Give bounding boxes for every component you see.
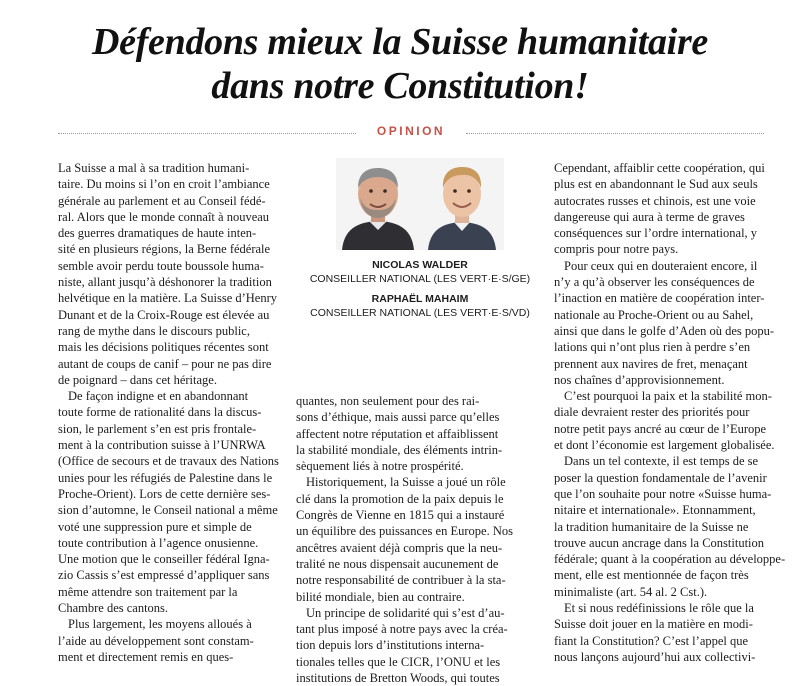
paragraph — [58, 388, 292, 616]
text-line: plus est en abandonnant le Sud aux seuls — [554, 177, 758, 192]
text-line: la tradition humanitaire de la Suisse ne — [554, 519, 749, 534]
text-line: ment et directement remis en ques- — [58, 649, 234, 664]
text-line: Historiquement, la Suisse a joué un rôle — [306, 475, 506, 490]
text-line: lations qui n’ont plus rien à perdre s’en — [554, 340, 751, 355]
text-line: Une motion que le conseiller fédéral Igna- — [58, 552, 270, 567]
text-line: que l’on souhaite pour notre «Suisse huma- — [554, 486, 772, 501]
text-line: Proche-Orient). Lors de cette dernière ses- — [58, 486, 271, 501]
paragraph — [296, 474, 541, 604]
text-line: Dans un tel contexte, il est temps de se — [564, 454, 759, 469]
text-line: ainsi que dans le golfe d’Aden où des popu- — [554, 323, 775, 338]
text-line: sion, le parlement s’en est pris frontale- — [58, 421, 257, 436]
text-line: mais les décisions politiques récentes sont — [58, 340, 269, 355]
text-line: sité en plusieurs régions, la Berne fédérale — [58, 242, 271, 257]
section-rule-right — [466, 133, 764, 134]
text-line: zio Cassis s’est empressé d’appliquer sans — [58, 568, 270, 583]
text-line: prennent aux navires de fret, menaçant — [554, 356, 748, 371]
text-line: Suisse doit jouer en la matière en modi- — [554, 617, 753, 632]
author-photo-mahaim — [420, 158, 504, 250]
text-line: Et si nous redéfinissions le rôle que la — [564, 601, 754, 616]
text-line: sons d’éthique, mais aussi parce qu’elles — [296, 410, 500, 425]
text-line: et dont l’économie est largement globalisée. — [554, 438, 775, 453]
text-line: de poignard – dans cet héritage. — [58, 372, 217, 387]
text-line: fédérale; quant à la coopération au développe- — [554, 552, 786, 567]
text-line: tionales telles que le CICR, l’ONU et les — [296, 654, 501, 669]
text-line: nitaire et internationale». Etonnamment, — [554, 503, 756, 518]
text-line: nationale au Proche-Orient ou au Sahel, — [554, 307, 754, 322]
paragraph — [296, 393, 541, 474]
text-line: De façon indigne et en abandonnant — [68, 389, 249, 404]
text-line: C’est pourquoi la paix et la stabilité mon- — [564, 389, 772, 404]
text-line: Chambre des cantons. — [58, 601, 169, 616]
text-line: Dunant et de la Croix-Rouge est élevée au — [58, 307, 270, 322]
section-rule-left — [58, 133, 356, 134]
author-photo-walder — [336, 158, 420, 250]
text-line: tion depuis lors d’institutions interna- — [296, 638, 485, 653]
author-role-2: CONSEILLER NATIONAL (LES VERT·E·S/VD) — [310, 307, 530, 319]
text-line: la stabilité mondiale, des éléments intrin- — [296, 442, 503, 457]
text-line: taire. Du moins si l’on en croit l’ambiance — [58, 177, 270, 192]
text-line: notre responsabilité de contribuer à la sta- — [296, 573, 506, 588]
text-line: helvétique en la matière. La Suisse d’Henry — [58, 291, 278, 306]
author-caption-1 — [300, 258, 540, 286]
text-line: conséquences sur l’ordre international, y — [554, 226, 758, 241]
paragraph — [554, 160, 776, 258]
author-caption-2 — [300, 292, 540, 320]
text-line: l’aide au développement sont constam- — [58, 633, 254, 648]
text-line: même attendre son traitement par la — [58, 584, 238, 599]
text-line: bilité mondiale, bien au contraire. — [296, 589, 465, 604]
paragraph — [296, 605, 541, 686]
text-line: Pour ceux qui en douteraient encore, il — [564, 258, 758, 273]
text-line: rang de mythe dans le discours public, — [58, 323, 250, 338]
text-line: diale devraient rester des priorités pour — [554, 405, 750, 420]
text-line: affectent notre réputation et affaiblissent — [296, 426, 499, 441]
text-line: clé dans la promotion de la paix depuis le — [296, 491, 504, 506]
text-line: nos chaînes d’approvisionnement. — [554, 372, 725, 387]
text-line: trouve aucun ancrage dans la Constitution — [554, 535, 765, 550]
text-line: Un principe de solidarité qui s’est d’au- — [306, 605, 505, 620]
article-column-3 — [554, 160, 786, 665]
text-line: ral. Alors que le monde connaît à nouveau — [58, 209, 270, 224]
text-line: tralité ne nous dispensait aucunement de — [296, 556, 499, 571]
text-line: Cependant, affaiblir cette coopération, qui — [554, 161, 765, 175]
text-line: voté une suppression pure et simple de — [58, 519, 252, 534]
text-line: générale au parlement et au Conseil fédé- — [58, 193, 266, 208]
text-line: poser la question fondamentale de l’avenir — [554, 470, 767, 485]
text-line: tant plus imposé à notre pays avec la créa- — [296, 622, 508, 637]
author-name-2: RAPHAËL MAHAIM — [371, 293, 469, 305]
text-line: toute forme de rationalité dans la discus- — [58, 405, 262, 420]
text-line: fiant la Constitution? C’est l’appel que — [554, 633, 749, 648]
article-column-2 — [296, 393, 541, 686]
text-line: nous lançons aujourd’hui aux collectivi- — [554, 649, 756, 664]
headline-line-1: Défendons mieux la Suisse humanitaire — [91, 21, 708, 63]
text-line: La Suisse a mal à sa tradition humani- — [58, 161, 250, 175]
paragraph — [554, 600, 776, 665]
paragraph — [58, 616, 292, 665]
text-line: ment à la contribution suisse à l’UNRWA — [58, 438, 266, 453]
text-line: semble avoir perdu toute boussole huma- — [58, 258, 264, 273]
paragraph — [554, 258, 776, 388]
text-line: compris pour notre pays. — [554, 242, 679, 257]
text-line: des guerres dramatiques de haute inten- — [58, 226, 257, 241]
headline-line-2: dans notre Constitution! — [211, 65, 589, 107]
headline — [0, 20, 800, 108]
text-line: ment, elle est mentionnée de façon très — [554, 568, 749, 583]
text-line: notre petit pays ancré au cœur de l’Europe — [554, 421, 767, 436]
paragraph — [554, 453, 786, 600]
text-line: l’inaction en matière de coopération inter- — [554, 291, 765, 306]
text-line: quantes, non seulement pour des rai- — [296, 394, 480, 408]
section-label: OPINION — [376, 124, 446, 138]
text-line: unies pour les réfugiés de Palestine dans le — [58, 470, 273, 485]
text-line: Plus largement, les moyens alloués à — [68, 617, 252, 632]
paragraph — [58, 160, 292, 388]
text-line: autant de coups de canif – pour ne pas dire — [58, 356, 272, 371]
text-line: un équilibre des puissances en Europe. Nos — [296, 524, 513, 539]
text-line: institutions de Bretton Woods, qui toutes — [296, 671, 500, 686]
paragraph — [554, 388, 776, 453]
text-line: Congrès de Vienne en 1815 qui a instauré — [296, 508, 505, 523]
text-line: ancêtres avaient déjà compris que la neu- — [296, 540, 503, 555]
text-line: dangereuse qui aura à terme de graves — [554, 209, 745, 224]
text-line: (Office de secours et de travaux des Nations — [58, 454, 279, 469]
text-line: toute contribution à l’agence onusienne. — [58, 535, 259, 550]
text-line: sèquement liés à notre prospérité. — [296, 459, 464, 474]
text-line: minimaliste (art. 54 al. 2 Cst.). — [554, 584, 708, 599]
text-line: autocrates russes et chinois, est une voie — [554, 193, 756, 208]
article-column-1 — [58, 160, 292, 665]
author-role-1: CONSEILLER NATIONAL (LES VERT·E·S/GE) — [309, 273, 531, 285]
author-photos — [336, 158, 506, 250]
text-line: n’y a qu’à observer les conséquences de — [554, 275, 755, 290]
author-name-1: NICOLAS WALDER — [372, 259, 468, 271]
text-line: niste, allant jusqu’à déshonorer la tradition — [58, 275, 272, 290]
text-line: sion d’automne, le Conseil national a même — [58, 503, 278, 518]
